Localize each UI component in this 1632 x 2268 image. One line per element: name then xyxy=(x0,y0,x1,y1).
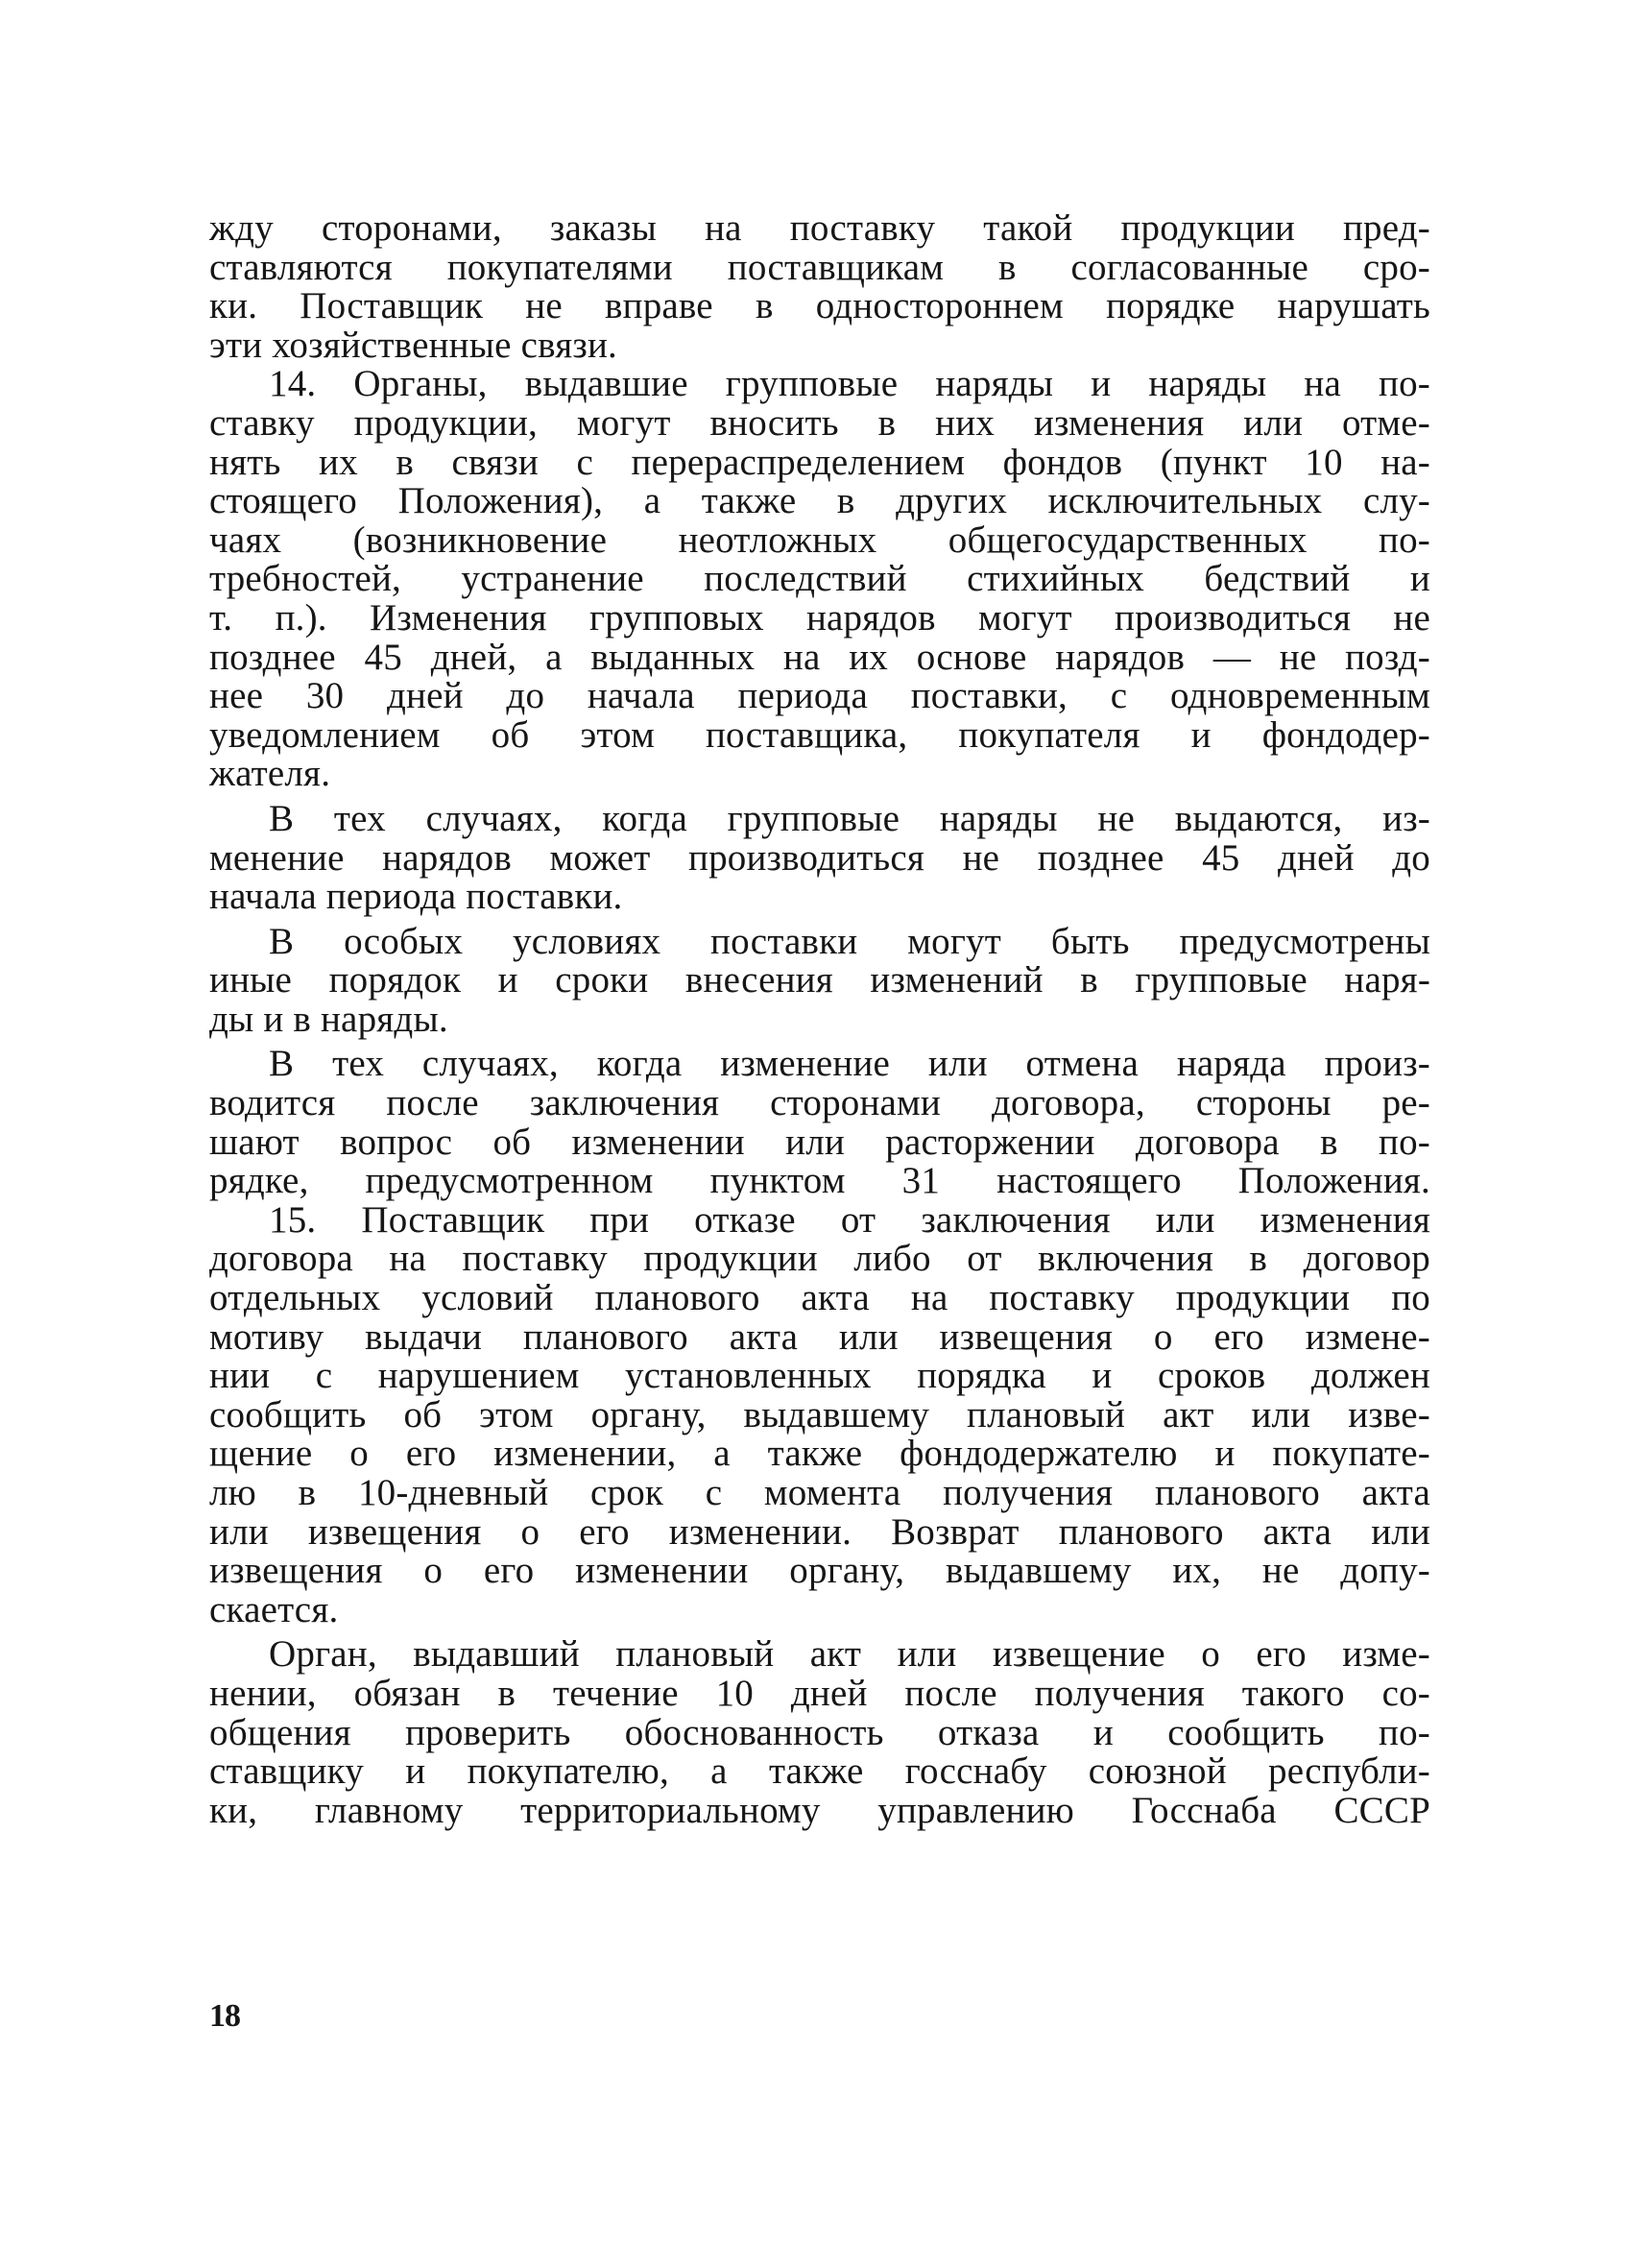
text-line: Орган, выдавший плановый акт или извещение о его изме- xyxy=(269,1633,1430,1676)
text-line: ставляются покупателями поставщикам в согласованные сро- xyxy=(209,246,1430,288)
text-line: ки, главному территориальному управлению Госснаба СССР xyxy=(209,1789,1430,1831)
text-line: 14. Органы, выдавшие групповые наряды и наряды на по- xyxy=(269,363,1430,405)
text-line: начала периода поставки. xyxy=(209,876,623,918)
text-line: рядке, предусмотренном пунктом 31 настоящего Положения. xyxy=(209,1160,1430,1202)
text-line: позднее 45 дней, а выданных на их основе нарядов — не позд- xyxy=(209,636,1430,678)
paragraph xyxy=(209,920,1430,1040)
text-line: В особых условиях поставки могут быть предусмотрены xyxy=(269,920,1430,962)
text-line: иные порядок и сроки внесения изменений в групповые наря- xyxy=(209,959,1430,1001)
paragraph xyxy=(209,1045,1430,1200)
paragraph xyxy=(209,365,1430,794)
text-line: водится после заключения сторонами договора, стороны ре- xyxy=(209,1082,1430,1124)
text-line: общения проверить обоснованность отказа и сообщить по- xyxy=(209,1711,1430,1753)
text-line: ки. Поставщик не вправе в одностороннем порядке нарушать xyxy=(209,285,1430,327)
text-line: сообщить об этом органу, выдавшему плановый акт или изве- xyxy=(209,1393,1430,1436)
page-number: 18 xyxy=(209,1998,240,2034)
paragraph xyxy=(209,209,1430,365)
text-line: ставщику и покупателю, а также госснабу союзной республи- xyxy=(209,1750,1430,1793)
text-line: мотиву выдачи планового акта или извещения о его измене- xyxy=(209,1315,1430,1358)
text-line: щение о его изменении, а также фондодержателю и покупате- xyxy=(209,1433,1430,1475)
text-line: отдельных условий планового акта на поставку продукции по xyxy=(209,1277,1430,1319)
text-line: требностей, устранение последствий стихийных бедствий и xyxy=(209,558,1430,600)
text-line: эти хозяйственные связи. xyxy=(209,324,617,366)
text-line: чаях (возникновение неотложных общегосударственных по- xyxy=(209,519,1430,561)
paragraph xyxy=(209,797,1430,918)
text-line: ды и в наряды. xyxy=(209,998,448,1040)
text-line: 15. Поставщик при отказе от заключения или изменения xyxy=(269,1198,1430,1241)
text-line: договора на поставку продукции либо от включения в договор xyxy=(209,1238,1430,1280)
text-line: т. п.). Изменения групповых нарядов могут производиться не xyxy=(209,596,1430,639)
text-line: В тех случаях, когда групповые наряды не выдаются, из- xyxy=(269,797,1430,839)
text-line: уведомлением об этом поставщика, покупателя и фондодер- xyxy=(209,713,1430,756)
text-line: В тех случаях, когда изменение или отмена наряда произ- xyxy=(269,1043,1430,1085)
text-line: жду сторонами, заказы на поставку такой продукции пред- xyxy=(209,207,1430,249)
text-line: шают вопрос об изменении или расторжении договора в по- xyxy=(209,1121,1430,1163)
paragraph xyxy=(209,1635,1430,1830)
text-line: менение нарядов может производиться не позднее 45 дней до xyxy=(209,836,1430,879)
text-line: нять их в связи с перераспределением фондов (пункт 10 на- xyxy=(209,441,1430,483)
text-line: скается. xyxy=(209,1588,339,1630)
text-line: нее 30 дней до начала периода поставки, с одновременным xyxy=(209,675,1430,717)
text-line: нии с нарушением установленных порядка и сроков должен xyxy=(209,1355,1430,1397)
body-text xyxy=(209,209,1430,1830)
text-line: стоящего Положения), а также в других исключительных слу- xyxy=(209,480,1430,522)
text-line: нении, обязан в течение 10 дней после получения такого со- xyxy=(209,1672,1430,1714)
text-line: лю в 10-дневный срок с момента получения планового акта xyxy=(209,1472,1430,1513)
text-line: жателя. xyxy=(209,753,331,795)
paragraph xyxy=(209,1198,1430,1630)
text-line: извещения о его изменении органу, выдавшему их, не допу- xyxy=(209,1550,1430,1592)
text-line: или извещения о его изменении. Возврат планового акта или xyxy=(209,1510,1430,1553)
text-line: ставку продукции, могут вносить в них изменения или отме- xyxy=(209,401,1430,444)
